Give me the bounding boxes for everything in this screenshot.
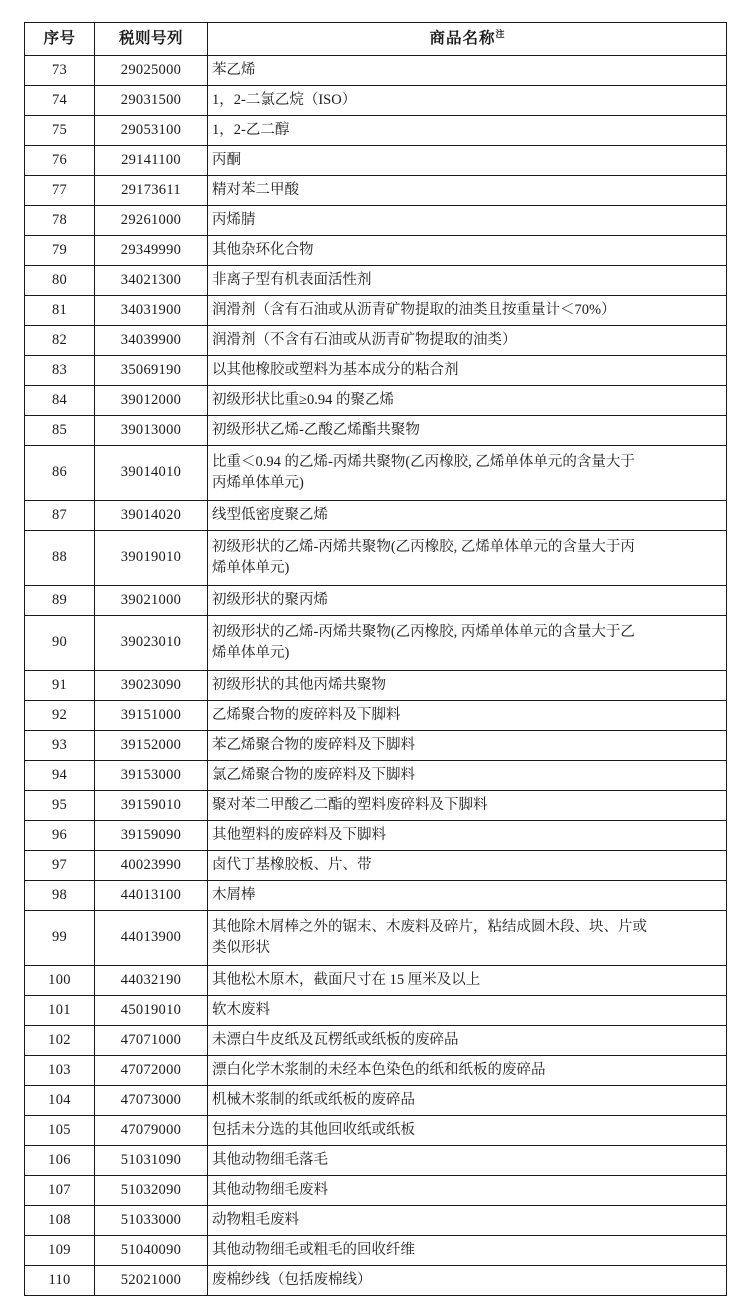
cell-seq: 103 <box>25 1056 95 1086</box>
cell-commodity-name <box>208 236 727 266</box>
cell-seq: 75 <box>25 116 95 146</box>
cell-commodity-name <box>208 296 727 326</box>
cell-tariff-code: 47073000 <box>95 1086 208 1116</box>
cell-commodity-name-line: 初级形状的乙烯-丙烯共聚物(乙丙橡胶, 丙烯单体单元的含量大于乙 <box>212 623 635 640</box>
cell-commodity-name <box>208 356 727 386</box>
cell-commodity-name-line: 比重＜0.94 的乙烯-丙烯共聚物(乙丙橡胶, 乙烯单体单元的含量大于 <box>212 453 635 470</box>
cell-seq: 78 <box>25 206 95 236</box>
cell-tariff-code: 39023090 <box>95 671 208 701</box>
cell-seq: 74 <box>25 86 95 116</box>
cell-seq: 100 <box>25 966 95 996</box>
cell-seq: 97 <box>25 851 95 881</box>
cell-seq: 102 <box>25 1026 95 1056</box>
cell-seq: 101 <box>25 996 95 1026</box>
cell-commodity-name <box>208 586 727 616</box>
cell-tariff-code: 45019010 <box>95 996 208 1026</box>
table-row <box>25 326 727 356</box>
cell-seq: 105 <box>25 1116 95 1146</box>
cell-tariff-code: 44032190 <box>95 966 208 996</box>
table-header <box>25 23 727 56</box>
cell-commodity-name-line: 润滑剂（含有石油或从沥青矿物提取的油类且按重量计＜70%） <box>212 301 616 318</box>
cell-tariff-code: 29053100 <box>95 116 208 146</box>
table-row <box>25 446 727 501</box>
cell-commodity-name <box>208 911 727 966</box>
cell-seq: 87 <box>25 501 95 531</box>
table-row <box>25 1206 727 1236</box>
cell-seq: 80 <box>25 266 95 296</box>
cell-seq: 89 <box>25 586 95 616</box>
cell-commodity-name <box>208 1086 727 1116</box>
cell-commodity-name <box>208 966 727 996</box>
cell-commodity-name-line: 丙烯腈 <box>212 211 256 228</box>
cell-commodity-name <box>208 146 727 176</box>
table-row <box>25 616 727 671</box>
cell-tariff-code: 39014020 <box>95 501 208 531</box>
table-row <box>25 56 727 86</box>
cell-commodity-name-line: 精对苯二甲酸 <box>212 181 299 198</box>
cell-tariff-code: 51032090 <box>95 1176 208 1206</box>
table-row <box>25 86 727 116</box>
column-header-seq: 序号 <box>25 23 95 56</box>
table-row <box>25 206 727 236</box>
cell-seq: 95 <box>25 791 95 821</box>
cell-commodity-name <box>208 266 727 296</box>
table-row <box>25 531 727 586</box>
cell-commodity-name <box>208 1056 727 1086</box>
table-row <box>25 1236 727 1266</box>
cell-tariff-code: 39012000 <box>95 386 208 416</box>
table-row <box>25 146 727 176</box>
table-row <box>25 911 727 966</box>
cell-commodity-name <box>208 1236 727 1266</box>
cell-seq: 84 <box>25 386 95 416</box>
cell-tariff-code: 29141100 <box>95 146 208 176</box>
cell-tariff-code: 47071000 <box>95 1026 208 1056</box>
cell-seq: 94 <box>25 761 95 791</box>
table-row <box>25 501 727 531</box>
cell-seq: 91 <box>25 671 95 701</box>
cell-commodity-name-line: 1，2-乙二醇 <box>212 121 290 138</box>
cell-seq: 93 <box>25 731 95 761</box>
cell-tariff-code: 51040090 <box>95 1236 208 1266</box>
cell-commodity-name-line: 聚对苯二甲酸乙二酯的塑料废碎料及下脚料 <box>212 796 488 813</box>
cell-seq: 86 <box>25 446 95 501</box>
cell-commodity-name-line: 丙烯单体单元) <box>212 475 304 491</box>
cell-commodity-name-line: 其他除木屑棒之外的锯末、木废料及碎片，粘结成圆木段、块、片或 <box>212 918 647 935</box>
cell-commodity-name-line: 软木废料 <box>212 1001 270 1018</box>
cell-commodity-name <box>208 501 727 531</box>
cell-commodity-name <box>208 176 727 206</box>
cell-commodity-name <box>208 56 727 86</box>
cell-seq: 110 <box>25 1266 95 1296</box>
cell-seq: 104 <box>25 1086 95 1116</box>
table-row <box>25 791 727 821</box>
cell-commodity-name-line: 苯乙烯聚合物的废碎料及下脚料 <box>212 736 415 753</box>
cell-tariff-code: 39014010 <box>95 446 208 501</box>
column-header-name <box>208 23 727 56</box>
table-row <box>25 821 727 851</box>
cell-commodity-name-line: 包括未分选的其他回收纸或纸板 <box>212 1121 415 1138</box>
table-row <box>25 296 727 326</box>
cell-commodity-name-line: 其他松木原木，截面尺寸在 15 厘米及以上 <box>212 971 481 988</box>
column-header-name-note: 注 <box>495 28 505 39</box>
cell-commodity-name <box>208 881 727 911</box>
cell-commodity-name <box>208 761 727 791</box>
cell-commodity-name-line: 动物粗毛废料 <box>212 1211 299 1228</box>
table-row <box>25 996 727 1026</box>
cell-commodity-name <box>208 791 727 821</box>
cell-commodity-name-line: 非离子型有机表面活性剂 <box>212 271 372 288</box>
cell-commodity-name-line: 以其他橡胶或塑料为基本成分的粘合剂 <box>212 361 459 378</box>
cell-commodity-name <box>208 326 727 356</box>
cell-tariff-code: 47079000 <box>95 1116 208 1146</box>
cell-commodity-name-line: 丙酮 <box>212 151 241 168</box>
cell-seq: 108 <box>25 1206 95 1236</box>
cell-seq: 85 <box>25 416 95 446</box>
table-row <box>25 236 727 266</box>
cell-tariff-code: 40023990 <box>95 851 208 881</box>
cell-seq: 90 <box>25 616 95 671</box>
cell-seq: 109 <box>25 1236 95 1266</box>
cell-tariff-code: 29261000 <box>95 206 208 236</box>
cell-commodity-name-line: 润滑剂（不含有石油或从沥青矿物提取的油类） <box>212 331 517 348</box>
cell-commodity-name <box>208 1146 727 1176</box>
cell-commodity-name-line: 初级形状乙烯-乙酸乙烯酯共聚物 <box>212 421 420 438</box>
cell-commodity-name-line: 其他杂环化合物 <box>212 241 314 258</box>
cell-commodity-name <box>208 1206 727 1236</box>
table-row <box>25 966 727 996</box>
table-header-row <box>25 23 727 56</box>
cell-seq: 88 <box>25 531 95 586</box>
cell-tariff-code: 39151000 <box>95 701 208 731</box>
table-row <box>25 1146 727 1176</box>
table-row <box>25 1116 727 1146</box>
cell-tariff-code: 39021000 <box>95 586 208 616</box>
cell-tariff-code: 44013900 <box>95 911 208 966</box>
table-row <box>25 116 727 146</box>
cell-seq: 76 <box>25 146 95 176</box>
table-row <box>25 586 727 616</box>
cell-commodity-name-line: 初级形状的其他丙烯共聚物 <box>212 676 386 693</box>
cell-commodity-name-line: 烯单体单元) <box>212 645 290 661</box>
cell-commodity-name <box>208 616 727 671</box>
column-header-name-label: 商品名称 <box>429 29 496 47</box>
cell-tariff-code: 39019010 <box>95 531 208 586</box>
cell-commodity-name-line: 其他塑料的废碎料及下脚料 <box>212 826 386 843</box>
cell-tariff-code: 29173611 <box>95 176 208 206</box>
cell-commodity-name-line: 木屑棒 <box>212 886 256 903</box>
cell-tariff-code: 34039900 <box>95 326 208 356</box>
cell-commodity-name <box>208 851 727 881</box>
table-row <box>25 851 727 881</box>
cell-tariff-code: 39159090 <box>95 821 208 851</box>
cell-commodity-name-line: 1，2-二氯乙烷（ISO） <box>212 91 357 108</box>
table-row <box>25 1266 727 1296</box>
cell-commodity-name-line: 初级形状的乙烯-丙烯共聚物(乙丙橡胶, 乙烯单体单元的含量大于丙 <box>212 538 635 555</box>
cell-tariff-code: 39152000 <box>95 731 208 761</box>
cell-seq: 99 <box>25 911 95 966</box>
table-row <box>25 701 727 731</box>
cell-tariff-code: 39159010 <box>95 791 208 821</box>
cell-seq: 83 <box>25 356 95 386</box>
cell-commodity-name <box>208 821 727 851</box>
cell-commodity-name <box>208 446 727 501</box>
cell-commodity-name <box>208 86 727 116</box>
cell-seq: 107 <box>25 1176 95 1206</box>
table-row <box>25 266 727 296</box>
table-row <box>25 761 727 791</box>
cell-commodity-name-line: 漂白化学木浆制的未经本色染色的纸和纸板的废碎品 <box>212 1061 546 1078</box>
table-row <box>25 1056 727 1086</box>
cell-commodity-name <box>208 1266 727 1296</box>
cell-commodity-name-line: 初级形状的聚丙烯 <box>212 591 328 608</box>
cell-commodity-name-line: 机械木浆制的纸或纸板的废碎品 <box>212 1091 415 1108</box>
cell-commodity-name-line: 类似形状 <box>212 940 270 956</box>
cell-seq: 81 <box>25 296 95 326</box>
cell-commodity-name <box>208 1116 727 1146</box>
table-row <box>25 1086 727 1116</box>
cell-seq: 98 <box>25 881 95 911</box>
cell-tariff-code: 34031900 <box>95 296 208 326</box>
cell-commodity-name-line: 其他动物细毛落毛 <box>212 1151 328 1168</box>
table-row <box>25 386 727 416</box>
cell-commodity-name <box>208 996 727 1026</box>
cell-commodity-name-line: 烯单体单元) <box>212 560 290 576</box>
cell-commodity-name <box>208 116 727 146</box>
cell-commodity-name <box>208 671 727 701</box>
cell-commodity-name-line: 废棉纱线（包括废棉线） <box>212 1271 372 1288</box>
cell-commodity-name-line: 乙烯聚合物的废碎料及下脚料 <box>212 706 401 723</box>
tariff-table <box>24 22 727 1296</box>
cell-commodity-name <box>208 386 727 416</box>
cell-commodity-name-line: 其他动物细毛废料 <box>212 1181 328 1198</box>
cell-tariff-code: 39013000 <box>95 416 208 446</box>
cell-tariff-code: 34021300 <box>95 266 208 296</box>
cell-tariff-code: 39023010 <box>95 616 208 671</box>
cell-commodity-name-line: 氯乙烯聚合物的废碎料及下脚料 <box>212 766 415 783</box>
cell-commodity-name <box>208 206 727 236</box>
cell-commodity-name <box>208 531 727 586</box>
cell-commodity-name <box>208 1026 727 1056</box>
cell-tariff-code: 51033000 <box>95 1206 208 1236</box>
table-row <box>25 176 727 206</box>
cell-seq: 106 <box>25 1146 95 1176</box>
cell-commodity-name-line: 线型低密度聚乙烯 <box>212 506 328 523</box>
table-row <box>25 356 727 386</box>
table-body <box>25 56 727 1296</box>
cell-seq: 79 <box>25 236 95 266</box>
cell-tariff-code: 47072000 <box>95 1056 208 1086</box>
cell-tariff-code: 52021000 <box>95 1266 208 1296</box>
cell-tariff-code: 39153000 <box>95 761 208 791</box>
cell-tariff-code: 51031090 <box>95 1146 208 1176</box>
cell-commodity-name-line: 苯乙烯 <box>212 61 256 78</box>
cell-commodity-name <box>208 701 727 731</box>
table-row <box>25 1176 727 1206</box>
cell-commodity-name-line: 卤代丁基橡胶板、片、带 <box>212 856 372 873</box>
cell-tariff-code: 29025000 <box>95 56 208 86</box>
cell-commodity-name <box>208 1176 727 1206</box>
cell-commodity-name-line: 未漂白牛皮纸及瓦楞纸或纸板的废碎品 <box>212 1031 459 1048</box>
cell-seq: 96 <box>25 821 95 851</box>
table-row <box>25 1026 727 1056</box>
table-row <box>25 416 727 446</box>
cell-tariff-code: 35069190 <box>95 356 208 386</box>
cell-seq: 82 <box>25 326 95 356</box>
table-row <box>25 671 727 701</box>
cell-commodity-name <box>208 416 727 446</box>
cell-seq: 73 <box>25 56 95 86</box>
cell-tariff-code: 29031500 <box>95 86 208 116</box>
cell-tariff-code: 44013100 <box>95 881 208 911</box>
cell-tariff-code: 29349990 <box>95 236 208 266</box>
table-row <box>25 881 727 911</box>
table-row <box>25 731 727 761</box>
column-header-code: 税则号列 <box>95 23 208 56</box>
cell-seq: 92 <box>25 701 95 731</box>
cell-seq: 77 <box>25 176 95 206</box>
cell-commodity-name-line: 初级形状比重≥0.94 的聚乙烯 <box>212 391 394 408</box>
cell-commodity-name <box>208 731 727 761</box>
cell-commodity-name-line: 其他动物细毛或粗毛的回收纤维 <box>212 1241 415 1258</box>
